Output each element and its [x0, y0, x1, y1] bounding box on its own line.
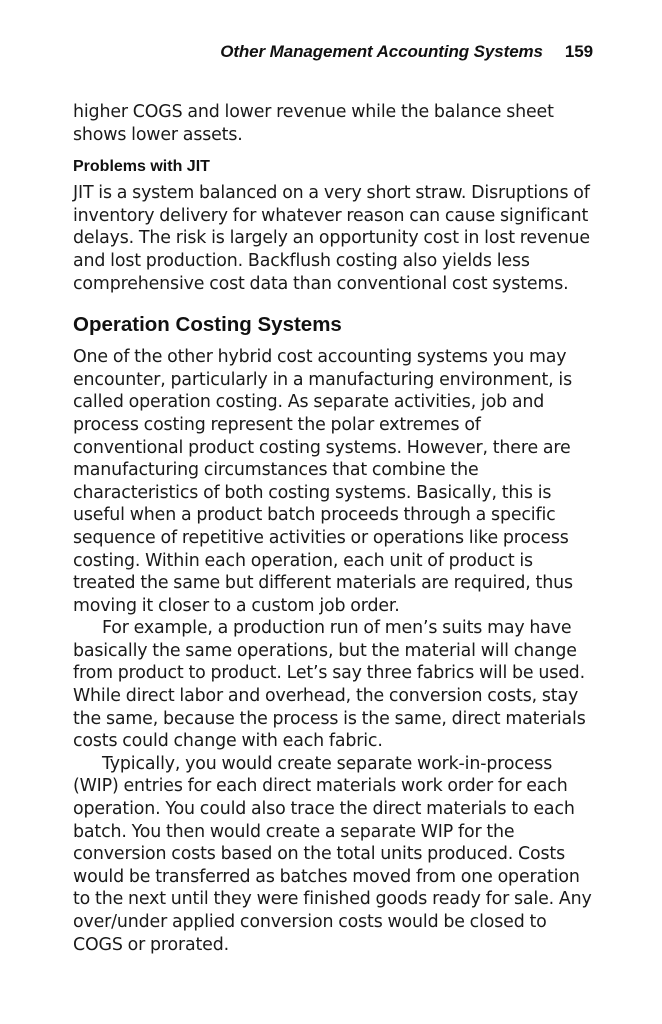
- paragraph-operation-2: For example, a production run of men’s suits may have basically the same operations, but the material will change from product to product. Let’s say three fabrics will be used. While direct labor and overhead, the conversion costs, stay the same, because the process is the same, direct materials costs could change with each fabric.: [73, 618, 586, 752]
- subhead-problems-with-jit: Problems with JIT: [73, 158, 210, 176]
- running-head: [73, 42, 593, 62]
- paragraph-intro: higher COGS and lower revenue while the balance sheet shows lower assets.: [73, 102, 554, 145]
- paragraph-operation-3: Typically, you would create separate work-in-process (WIP) entries for each direct materials work order for each operation. You could also trace the direct materials to each batch. You then would create a separate WIP for the conversion costs based on the total units produced. Costs would be transferred as batches moved from one operation to the next until they were finished goods ready for sale. Any over/under applied conversion costs would be closed to COGS or prorated.: [73, 753, 592, 955]
- page-number: 159: [564, 42, 593, 61]
- paragraph-problems: JIT is a system balanced on a very short straw. Disruptions of inventory delivery for whatever reason can cause significant delays. The risk is largely an opportunity cost in lost revenue and lost production. Backflush costing also yields less comprehensive cost data than conventional cost systems.: [73, 183, 590, 294]
- body-text: [73, 101, 593, 956]
- running-title: Other Management Accounting Systems: [220, 42, 543, 61]
- section-heading-operation-costing: Operation Costing Systems: [73, 313, 342, 337]
- paragraph-operation-1: One of the other hybrid cost accounting systems you may encounter, particularly in a manufacturing environment, is called operation costing. As separate activities, job and process costing represent the polar extremes of conventional product costing systems. However, there are manufacturing circumstances that combine the characteristics of both costing systems. Basically, this is useful when a product batch proceeds through a specific sequence of repetitive activities or operations like process costing. Within each operation, each unit of product is treated the same but different materials are required, thus moving it closer to a custom job order.: [73, 347, 573, 616]
